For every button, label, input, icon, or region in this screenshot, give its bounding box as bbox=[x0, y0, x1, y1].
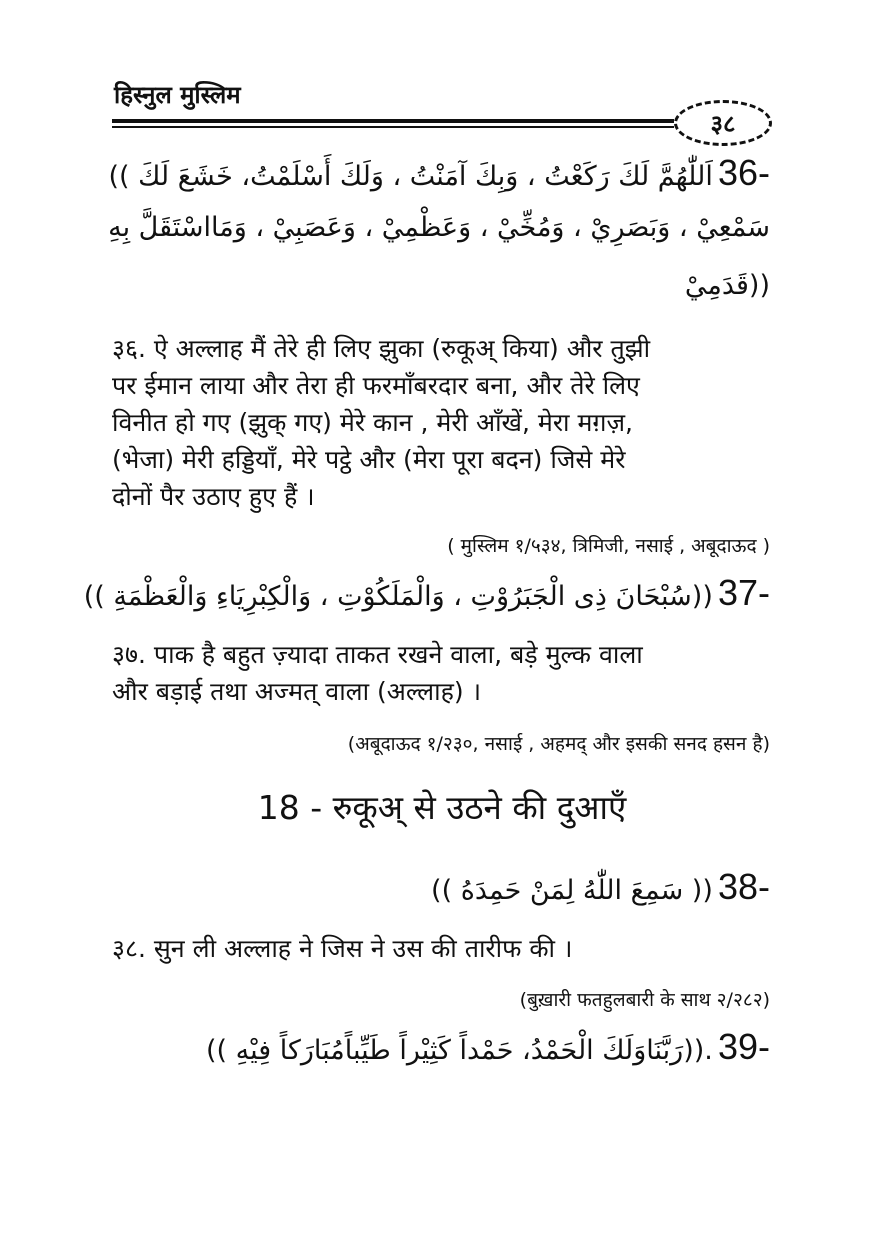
dua-36-translation-line: पर ईमान लाया और तेरा ही फरमाँबरदार बना, और तेरे लिए bbox=[112, 371, 640, 400]
dua-38-arabic-text: (( سَمِعَ اللّٰهُ لِمَنْ حَمِدَهُ )) bbox=[431, 875, 713, 906]
page-number: ३८ bbox=[710, 109, 736, 138]
section-heading: 18 - रुकूअ् से उठने की दुआएँ bbox=[257, 788, 627, 827]
book-title: हिस्नुल मुस्लिम bbox=[114, 81, 241, 109]
dua-36-arabic-line-3 bbox=[685, 270, 770, 301]
dua-38-arabic-line bbox=[431, 866, 770, 908]
dua-38-number: 38- bbox=[717, 866, 770, 907]
dua-36-reference: ( मुस्लिम १/५३४, त्रिमिजी, नसाई , अबूदाऊद ) bbox=[447, 535, 770, 557]
dua-36-translation-line: (भेजा) मेरी हड्डियाँ, मेरे पट्ठे और (मेरा पूरा बदन) जिसे मेरे bbox=[112, 445, 626, 474]
dua-36-translation-line: दोनों पैर उठाए हुए हैं । bbox=[112, 482, 315, 511]
dua-36-number: 36- bbox=[717, 152, 770, 193]
dua-36-arabic-line-2 bbox=[108, 212, 770, 243]
dua-37-number: 37- bbox=[717, 572, 770, 613]
dua-37-arabic-line bbox=[84, 572, 770, 614]
dua-37-reference: (अबूदाऊद १/२३०, नसाई , अहमद् और इसकी सनद हसन है) bbox=[347, 733, 770, 755]
dua-36-arabic-text-3: قَدَمِيْ)) bbox=[684, 270, 770, 301]
dua-36-translation-line: ३६. ऐ अल्लाह मैं तेरे ही लिए झुका (रुकूअ् किया) और तुझी bbox=[112, 334, 651, 363]
dua-37-translation-line: ३७. पाक है बहुत ज़्यादा ताकत रखने वाला, बड़े मुल्क वाला bbox=[112, 640, 643, 669]
page-header bbox=[112, 78, 772, 148]
dua-36-arabic-text-2: سَمْعِيْ ، وَبَصَرِيْ ، وَمُخِّيْ ، وَعَظْمِيْ ، وَعَصَبِيْ ، وَمَااسْتَقَلَّ بِهِ bbox=[108, 212, 770, 243]
dua-39-arabic-text: (( رَبَّنَاوَلَكَ الْحَمْدُ، حَمْداً كَثِيْراً طَيِّباًمُبَارَكاً فِيْهِ)). bbox=[206, 1035, 713, 1066]
dua-36-arabic-line-1 bbox=[108, 152, 770, 194]
dua-39-number: 39- bbox=[717, 1026, 770, 1067]
dua-37-translation-line: और बड़ाई तथा अज्मत् वाला (अल्लाह) । bbox=[112, 677, 482, 706]
dua-36-translation bbox=[112, 330, 772, 515]
dua-36-translation-line: विनीत हो गए (झुक् गए) मेरे कान , मेरी आँखें, मेरा मग़ज़, bbox=[112, 408, 633, 437]
dua-36-arabic-text-1: (( اَللّٰهُمَّ لَكَ رَكَعْتُ ، وَبِكَ آمَنْتُ ، وَلَكَ أَسْلَمْتُ، خَشَعَ لَكَ bbox=[108, 161, 713, 192]
page-number-badge bbox=[674, 100, 772, 146]
header-rule bbox=[112, 119, 674, 123]
dua-39-arabic-line bbox=[206, 1026, 770, 1068]
dua-37-translation bbox=[112, 636, 772, 710]
dua-37-arabic-text: (( سُبْحَانَ ذِى الْجَبَرُوْتِ ، وَالْمَلَكُوْتِ ، وَالْكِبْرِيَاءِ وَالْعَظْمَةِ)) bbox=[83, 581, 713, 612]
dua-38-translation-line: ३८. सुन ली अल्लाह ने जिस ने उस की तारीफ की । bbox=[112, 934, 573, 963]
dua-38-reference: (बुख़ारी फतहुलबारी के साथ २/२८२) bbox=[519, 989, 770, 1011]
header-rule-thin bbox=[112, 126, 674, 128]
dua-38-translation bbox=[112, 930, 772, 967]
